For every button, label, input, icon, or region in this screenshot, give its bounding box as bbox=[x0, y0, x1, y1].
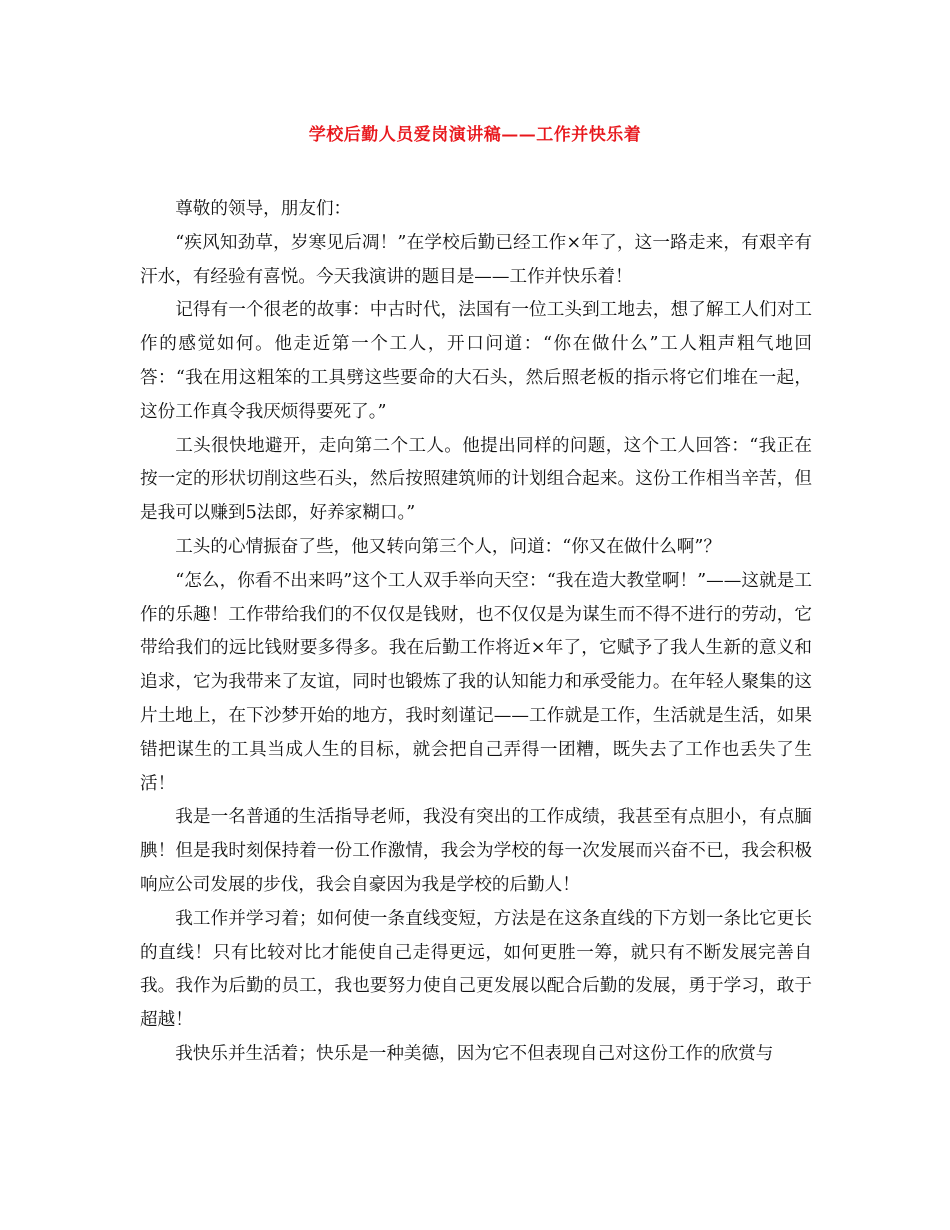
paragraph: 我快乐并生活着；快乐是一种美德，因为它不但表现自己对这份工作的欣赏与 bbox=[175, 1043, 774, 1064]
paragraph: “疾风知劲草，岁寒见后凋！”在学校后勤已经工作×年了，这一路走来，有艰辛有汗水，有经验有喜悦。今天我演讲的题目是——工作并快乐着！ bbox=[140, 232, 812, 287]
paragraph: 我工作并学习着；如何使一条直线变短，方法是在这条直线的下方划一条比它更长的直线！只有比较对比才能使自己走得更远，如何更胜一筹，就只有不断发展完善自我。我作为后勤的员工，我也要努力使自己更发展以配合后勤的发展，勇于学习，敢于超越！ bbox=[140, 908, 812, 1031]
document-title: 学校后勤人员爱岗演讲稿——工作并快乐着 bbox=[308, 125, 642, 145]
document-body bbox=[140, 193, 812, 1072]
paragraph: 我是一名普通的生活指导老师，我没有突出的工作成绩，我甚至有点胆小，有点腼腆！但是我时刻保持着一份工作激情，我会为学校的每一次发展而兴奋不已，我会积极响应公司发展的步伐，我会自豪因为我是学校的后勤人！ bbox=[140, 807, 812, 895]
paragraph: “怎么，你看不出来吗”这个工人双手举向天空：“我在造大教堂啊！”——这就是工作的乐趣！工作带给我们的不仅仅是钱财，也不仅仅是为谋生而不得不进行的劳动，它带给我们的远比钱财要多得多。我在后勤工作将近×年了，它赋予了我人生新的意义和追求，它为我带来了友谊，同时也锻炼了我的认知能力和承受能力。在年轻人聚集的这片土地上，在下沙梦开始的地方，我时刻谨记——工作就是工作，生活就是生活，如果错把谋生的工具当成人生的目标，就会把自己弄得一团糟，既失去了工作也丢失了生活！ bbox=[140, 570, 812, 794]
paragraph-salutation: 尊敬的领导，朋友们： bbox=[175, 199, 352, 219]
paragraph: 记得有一个很老的故事：中古时代，法国有一位工头到工地去，想了解工人们对工作的感觉如何。他走近第一个工人，开口问道：“你在做什么”工人粗声粗气地回答：“我在用这粗笨的工具劈这些要命的大石头，然后照老板的指示将它们堆在一起，这份工作真令我厌烦得要死了。” bbox=[140, 300, 812, 422]
paragraph: 工头的心情振奋了些，他又转向第三个人，问道：“你又在做什么啊”？ bbox=[175, 536, 721, 557]
paragraph: 工头很快地避开，走向第二个工人。他提出同样的问题，这个工人回答：“我正在按一定的形状切削这些石头，然后按照建筑师的计划组合起来。这份工作相当辛苦，但是我可以赚到5法郎，好养家糊口。” bbox=[140, 435, 812, 524]
